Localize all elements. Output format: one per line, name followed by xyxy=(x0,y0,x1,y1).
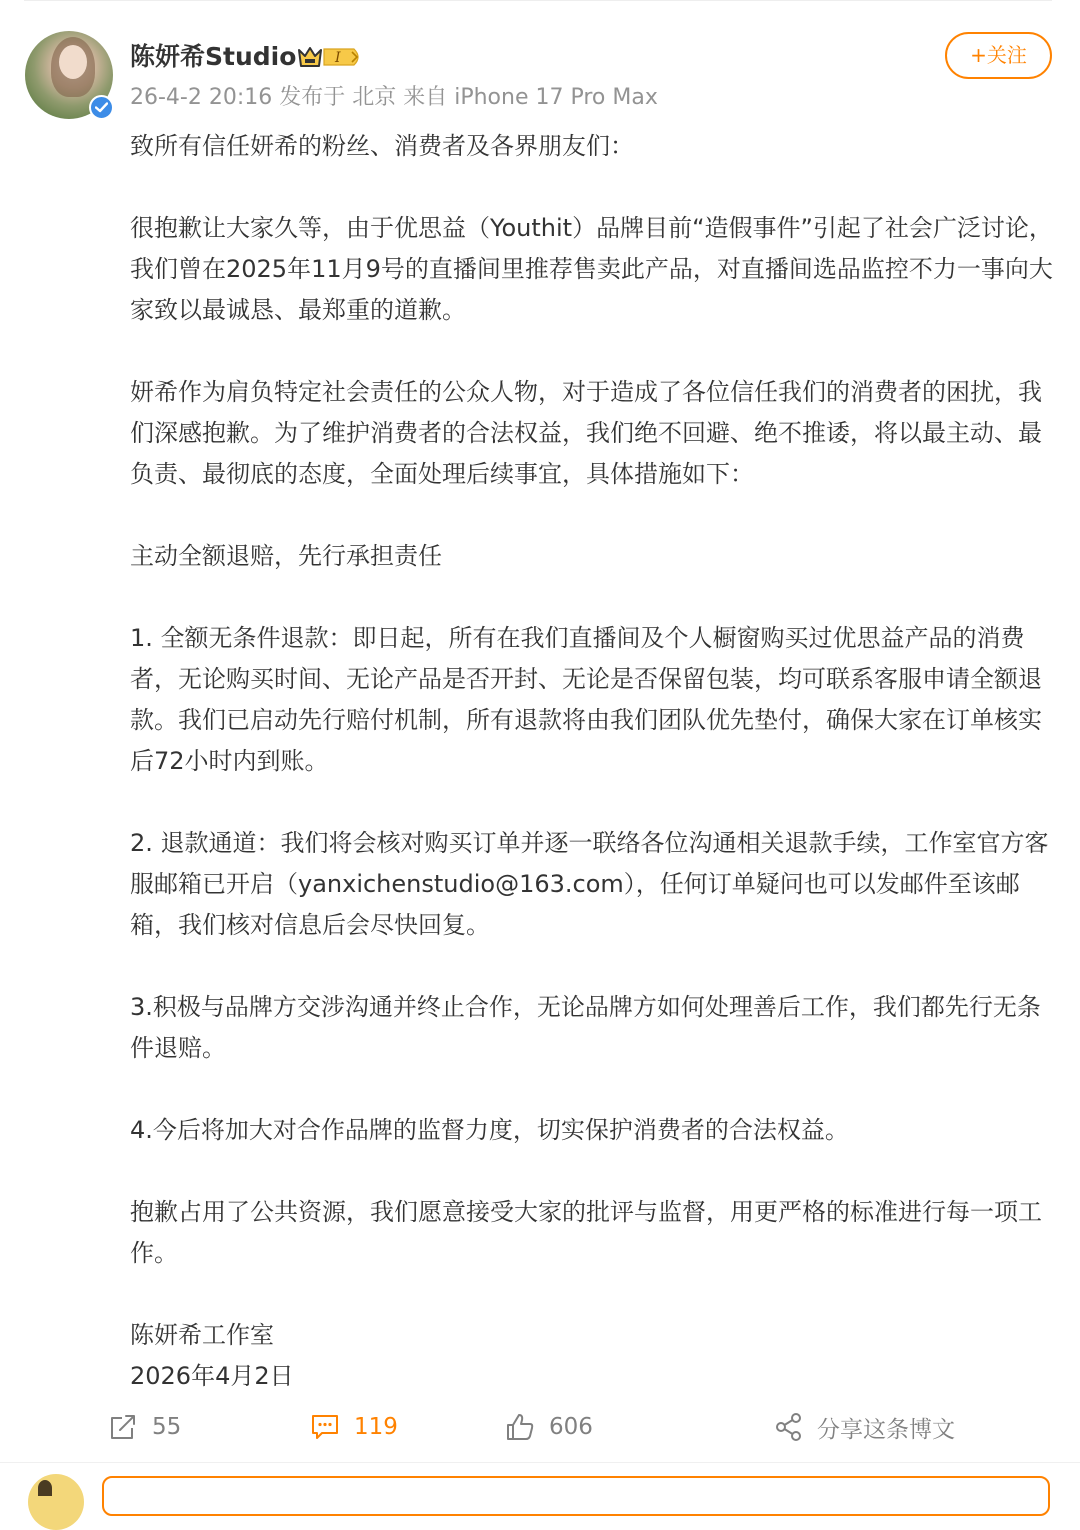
avatar-ear xyxy=(38,1480,52,1496)
comment-count: 119 xyxy=(354,1414,398,1440)
signature-name: 陈妍希工作室 xyxy=(130,1321,274,1349)
author-name[interactable]: 陈妍希Studio xyxy=(130,42,297,71)
post-paragraph: 妍希作为肩负特定社会责任的公众人物，对于造成了各位信任我们的消费者的困扰，我们深感抱歉。为了维护消费者的合法权益，我们绝不回避、绝不推诿，将以最主动、最负责、最彻底的态度，全面处理后续事宜，具体措施如下： xyxy=(130,378,1042,488)
comment-button[interactable] xyxy=(310,1402,398,1452)
repost-count: 55 xyxy=(152,1414,182,1440)
like-button[interactable] xyxy=(505,1402,593,1452)
vip-crown-icon[interactable] xyxy=(296,44,364,70)
comment-icon xyxy=(310,1412,340,1442)
top-divider xyxy=(24,0,1052,3)
post-paragraph: 主动全额退赔，先行承担责任 xyxy=(130,542,442,570)
follow-button[interactable]: +关注 xyxy=(945,32,1052,79)
current-user-avatar[interactable] xyxy=(28,1474,84,1530)
signature-date: 2026年4月2日 xyxy=(130,1362,294,1390)
like-icon xyxy=(505,1412,535,1442)
share-label: 分享这条博文 xyxy=(817,1416,955,1443)
share-button[interactable] xyxy=(775,1402,955,1452)
post-action-bar xyxy=(0,1402,1080,1452)
comment-divider xyxy=(0,1462,1080,1463)
post-paragraph: 2. 退款通道：我们将会核对购买订单并逐一联络各位沟通相关退款手续，工作室官方客服邮箱已开启（yanxichenstudio@163.com），任何订单疑问也可以发邮件至该邮箱，我们核对信息后会尽快回复。 xyxy=(130,829,1049,939)
post-paragraph: 致所有信任妍希的粉丝、消费者及各界朋友们： xyxy=(130,132,634,160)
repost-button[interactable] xyxy=(108,1402,181,1452)
repost-icon xyxy=(108,1412,138,1442)
verified-icon xyxy=(89,95,114,120)
post-paragraph: 1. 全额无条件退款：即日起，所有在我们直播间及个人橱窗购买过优思益产品的消费者，无论购买时间、无论产品是否开封、无论是否保留包装，均可联系客服申请全额退款。我们已启动先行赔付机制，所有退款将由我们团队优先垫付，确保大家在订单核实后72小时内到账。 xyxy=(130,624,1042,775)
avatar-face xyxy=(59,45,87,79)
post-paragraph: 4.今后将加大对合作品牌的监督力度，切实保护消费者的合法权益。 xyxy=(130,1116,849,1144)
like-count: 606 xyxy=(549,1414,593,1440)
post-paragraph: 抱歉占用了公共资源，我们愿意接受大家的批评与监督，用更严格的标准进行每一项工作。 xyxy=(130,1198,1042,1267)
post-meta: 26-4-2 20:16 发布于 北京 来自 iPhone 17 Pro Max xyxy=(130,85,658,110)
svg-text:I: I xyxy=(335,50,341,66)
share-icon xyxy=(775,1412,803,1442)
post-paragraph: 3.积极与品牌方交涉沟通并终止合作，无论品牌方如何处理善后工作，我们都先行无条件退赔。 xyxy=(130,993,1041,1062)
post-content xyxy=(130,126,1056,1397)
post-paragraph: 很抱歉让大家久等，由于优思益（Youthit）品牌目前“造假事件”引起了社会广泛讨论，我们曾在2025年11月9号的直播间里推荐售卖此产品，对直播间选品监控不力一事向大家致以最诚恳、最郑重的道歉。 xyxy=(130,214,1053,324)
comment-input[interactable] xyxy=(102,1476,1050,1516)
